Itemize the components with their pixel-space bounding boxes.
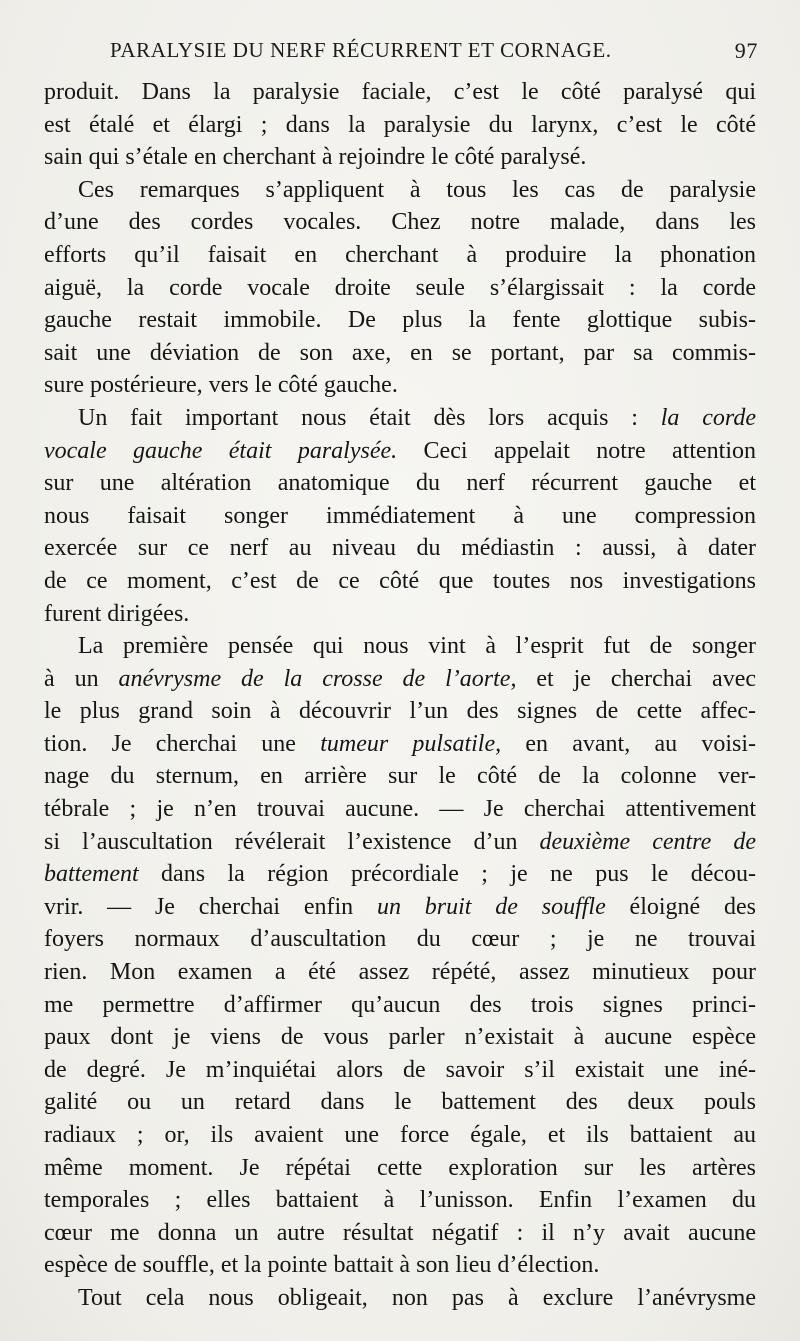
text-segment: sure postérieure, vers le côté gauche.: [44, 372, 398, 399]
text-line: [44, 663, 756, 696]
text-segment: en avant, au voisi-: [501, 730, 756, 757]
text-line: [44, 304, 756, 337]
text-segment: éloigné des: [605, 893, 756, 920]
text-segment: même moment. Je répétai cette exploration sur les artères: [44, 1154, 756, 1181]
text-segment: nous faisait songer immédiatement à une compression: [44, 502, 756, 529]
text-line: [44, 1217, 756, 1250]
text-segment: sait une déviation de son axe, en se portant, par sa commis-: [44, 339, 756, 366]
text-segment: sur une altération anatomique du nerf récurrent gauche et: [44, 470, 756, 497]
text-segment: à un: [44, 665, 119, 692]
text-segment: de degré. Je m’inquiétai alors de savoir s’il existait une iné-: [44, 1056, 756, 1083]
text-line: [44, 923, 756, 956]
text-line: [44, 793, 756, 826]
text-segment: temporales ; elles battaient à l’unisson. Enfin l’examen du: [44, 1187, 756, 1214]
text-segment: espèce de souffle, et la pointe battait à son lieu d’élection.: [44, 1252, 600, 1279]
text-segment: galité ou un retard dans le battement des deux pouls: [44, 1089, 756, 1116]
text-segment: efforts qu’il faisait en cherchant à produire la phonation: [44, 241, 756, 268]
text-segment: La première pensée qui nous vint à l’esprit fut de songer: [78, 633, 756, 660]
text-line: [44, 1282, 756, 1315]
text-segment: cœur me donna un autre résultat négatif : il n’y avait aucune: [44, 1219, 756, 1246]
text-line: [44, 402, 756, 435]
text-line: [44, 630, 756, 663]
text-line: [44, 858, 756, 891]
running-title: PARALYSIE DU NERF RÉCURRENT ET CORNAGE.: [110, 38, 612, 62]
text-segment: Ceci appelait notre attention: [397, 437, 756, 464]
page-header: [110, 38, 770, 68]
text-line: [44, 500, 756, 533]
text-segment: le plus grand soin à découvrir l’un des signes de cette affec-: [44, 698, 756, 725]
italic-text: anévrysme de la crosse de l’aorte,: [118, 665, 517, 692]
text-segment: furent dirigées.: [44, 600, 190, 627]
text-segment: me permettre d’affirmer qu’aucun des trois signes princi-: [44, 991, 756, 1018]
text-segment: si l’auscultation révélerait l’existence d’un: [44, 828, 540, 855]
text-segment: tion. Je cherchai une: [44, 730, 321, 757]
text-line: [44, 435, 756, 468]
text-segment: foyers normaux d’auscultation du cœur ; je ne trouvai: [44, 926, 756, 953]
text-segment: nage du sternum, en arrière sur le côté de la colonne ver-: [44, 763, 756, 790]
text-segment: rien. Mon examen a été assez répété, assez minutieux pour: [44, 959, 756, 986]
text-segment: aiguë, la corde vocale droite seule s’élargissait : la corde: [44, 274, 756, 301]
text-line: [44, 598, 756, 631]
text-line: [44, 1086, 756, 1119]
text-segment: produit. Dans la paralysie faciale, c’est le côté paralysé qui: [44, 79, 756, 105]
text-line: [44, 141, 756, 174]
text-line: [44, 826, 756, 859]
text-line: [44, 239, 756, 272]
text-line: [44, 206, 756, 239]
text-segment: Un fait important nous était dès lors acquis :: [78, 404, 661, 431]
italic-text: la corde: [660, 404, 756, 431]
italic-text: tumeur pulsatile,: [320, 730, 502, 757]
page-number: 97: [734, 38, 758, 63]
text-segment: paux dont je viens de vous parler n’existait à aucune espèce: [44, 1024, 756, 1051]
text-segment: Ces remarques s’appliquent à tous les cas de paralysie: [78, 176, 756, 203]
italic-text: deuxième centre de: [539, 828, 756, 855]
text-line: [44, 532, 756, 565]
text-segment: dans la région précordiale ; je ne pus le décou-: [138, 861, 756, 888]
italic-text: un bruit de souffle: [376, 893, 606, 920]
text-line: [44, 337, 756, 370]
text-line: [44, 760, 756, 793]
text-segment: de ce moment, c’est de ce côté que toutes nos investigations: [44, 567, 756, 594]
italic-text: battement: [44, 861, 139, 888]
text-segment: et je cherchai avec: [516, 665, 756, 692]
text-line: [44, 1119, 756, 1152]
body-text: [44, 76, 756, 1315]
text-line: [44, 76, 756, 109]
text-line: [44, 272, 756, 305]
text-line: [44, 174, 756, 207]
text-segment: d’une des cordes vocales. Chez notre malade, dans les: [44, 209, 756, 236]
text-segment: vrir. — Je cherchai enfin: [44, 893, 377, 920]
text-line: [44, 1021, 756, 1054]
text-line: [44, 989, 756, 1022]
text-line: [44, 728, 756, 761]
text-segment: tébrale ; je n’en trouvai aucune. — Je cherchai attentivement: [44, 796, 756, 823]
text-line: [44, 467, 756, 500]
text-line: [44, 369, 756, 402]
text-segment: sain qui s’étale en cherchant à rejoindre le côté paralysé.: [44, 144, 587, 171]
text-line: [44, 695, 756, 728]
text-segment: est étalé et élargi ; dans la paralysie du larynx, c’est le côté: [44, 111, 756, 138]
italic-text: vocale gauche était paralysée.: [44, 437, 398, 464]
text-segment: exercée sur ce nerf au niveau du médiastin : aussi, à dater: [44, 535, 756, 562]
text-line: [44, 1184, 756, 1217]
text-segment: radiaux ; or, ils avaient une force égale, et ils battaient au: [44, 1122, 756, 1148]
text-line: [44, 956, 756, 989]
text-segment: gauche restait immobile. De plus la fente glottique subis-: [44, 307, 756, 334]
text-line: [44, 1249, 756, 1282]
text-line: [44, 565, 756, 598]
text-line: [44, 109, 756, 142]
text-line: [44, 1152, 756, 1185]
text-line: [44, 1054, 756, 1087]
text-segment: Tout cela nous obligeait, non pas à exclure l’anévrysme: [78, 1284, 756, 1311]
text-line: [44, 891, 756, 924]
